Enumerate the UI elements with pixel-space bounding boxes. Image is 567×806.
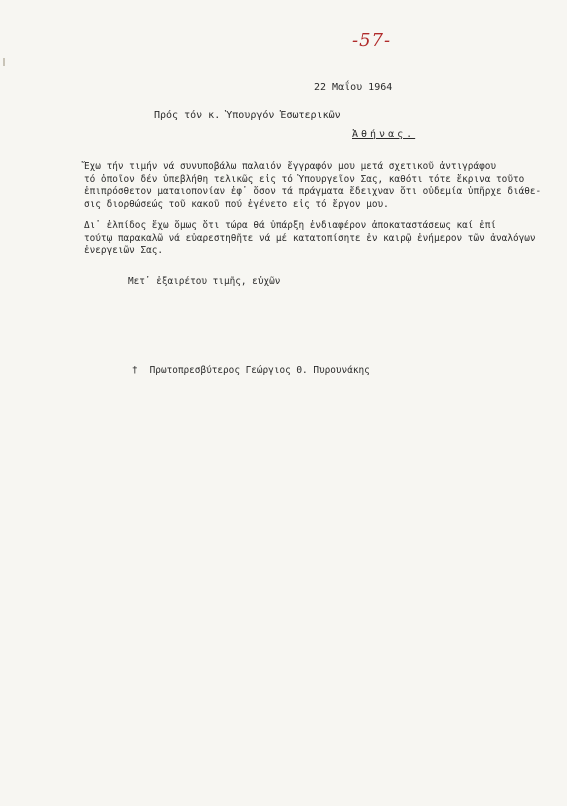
paragraph-2-line: Δι᾽ ἐλπίδος ἔχω ὅμως ὅτι τώρα θά ὑπάρξη ἐνδιαφέρον ἀποκαταστάσεως καί ἐπί [84,220,497,231]
paragraph-1-line: ἐπιπρόσθετον ματαιοπονίαν ἐφ᾽ ὅσον τά πράγματα ἔδειχναν ὅτι οὐδεμία ὑπῆρχε διάθε- [84,186,542,197]
paragraph-2 [84,220,534,258]
recipient-line: Πρός τόν κ. Ὑπουργόν Ἐσωτερικῶν [154,110,341,121]
paragraph-2-line: ἐνεργειῶν Σας. [84,245,164,256]
paragraph-1-line: Ἔχω τήν τιμήν νά συνυποβάλω παλαιόν ἔγγραφόν μου μετά σχετικοῦ ἀντιγράφου [84,161,497,172]
closing-salutation: Μετ᾽ ἐξαιρέτου τιμῆς, εὐχῶν [128,276,281,287]
signature-line [132,365,370,376]
letter-date: 22 Μαΐου 1964 [314,82,393,93]
paper-edge-mark [3,58,5,66]
paragraph-1-line: σις διορθώσεώς τοῦ κακοῦ πού ἐγένετο εἰς τό ἔργον μου. [84,198,389,210]
signature-cross-mark: † [132,365,138,376]
paragraph-1 [84,161,542,211]
paragraph-2-line: τούτῳ παρακαλῶ νά εὐαρεστηθῆτε νά μέ κατατοπίσητε ἐν καιρῷ ἐνήμερον τῶν ἀναλόγων [84,232,536,244]
recipient-city: Ἀθήνας. [352,129,416,140]
paragraph-1-line: τό ὁποῖον δέν ὑπεβλήθη τελικῶς εἰς τό Ὑπουργεῖον Σας, καθότι τότε ἔκρινα τοῦτο [84,173,525,185]
page-number: -57- [352,30,392,51]
signature-name: Πρωτοπρεσβύτερος Γεώργιος Θ. Πυρουνάκης [149,365,370,376]
